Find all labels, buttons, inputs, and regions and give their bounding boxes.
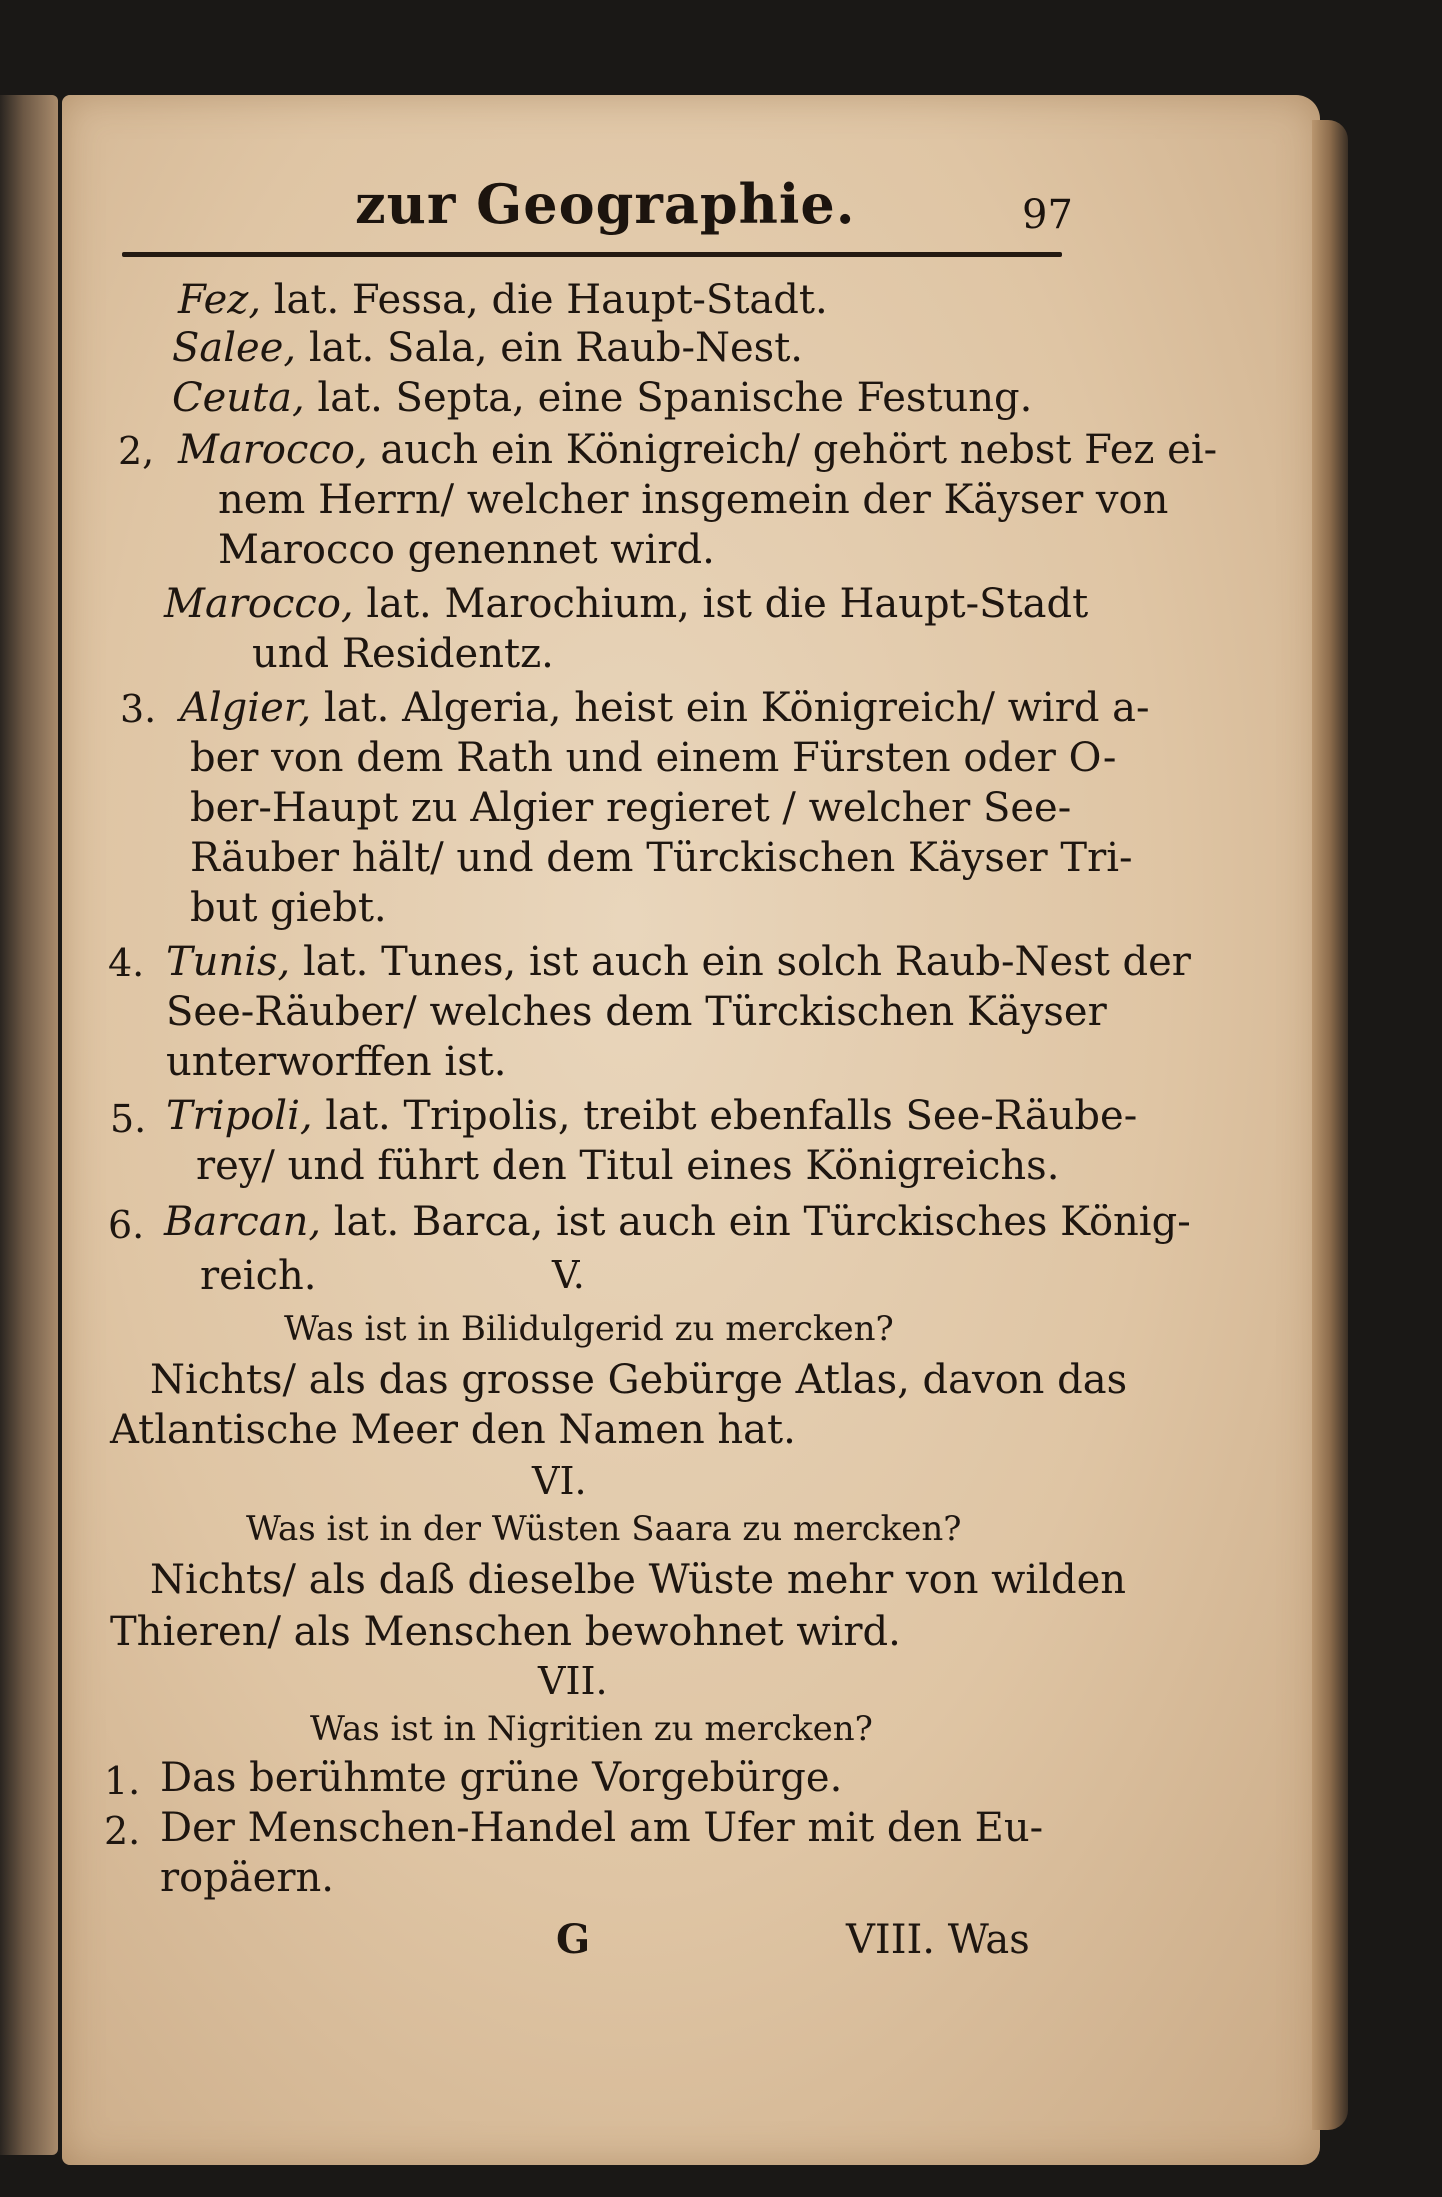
text-line: Räuber hält/ und dem Türckischen Käyser Tri- — [190, 835, 1133, 881]
section-question: Was ist in Bilidulgerid zu mercken? — [284, 1309, 894, 1349]
answer-line: Nichts/ als das grosse Gebürge Atlas, davon das — [150, 1357, 1128, 1403]
text-line: Fez, lat. Fessa, die Haupt-Stadt. — [178, 277, 828, 323]
page-fore-edge — [1312, 120, 1348, 2130]
text-line: See-Räuber/ welches dem Türckischen Käyser — [166, 989, 1107, 1035]
text-line: ber von dem Rath und einem Fürsten oder O- — [190, 735, 1117, 781]
text-line: rey/ und führt den Titul eines Königreichs. — [196, 1143, 1060, 1189]
item-number: 5. — [110, 1097, 147, 1141]
text-line: Marocco, auch ein Königreich/ gehört nebst Fez ei- — [178, 427, 1218, 473]
answer-line: Atlantische Meer den Namen hat. — [110, 1407, 796, 1453]
text-line: Algier, lat. Algeria, heist ein Königreich/ wird a- — [180, 685, 1150, 731]
text-line: Salee, lat. Sala, ein Raub-Nest. — [172, 325, 803, 371]
text-line: Marocco genennet wird. — [218, 527, 715, 573]
section-numeral: V. — [552, 1253, 585, 1297]
item-number: 2, — [118, 429, 155, 473]
header-rule — [122, 252, 1062, 257]
section-numeral: VII. — [538, 1659, 608, 1703]
section-question: Was ist in der Wüsten Saara zu mercken? — [246, 1509, 962, 1549]
text-line: Tripoli, lat. Tripolis, treibt ebenfalls See-Räube- — [166, 1093, 1138, 1139]
text-line: unterworffen ist. — [166, 1039, 507, 1085]
answer-line: Nichts/ als daß dieselbe Wüste mehr von wilden — [150, 1557, 1127, 1603]
text-line: Marocco, lat. Marochium, ist die Haupt-Stadt — [164, 581, 1089, 627]
text-line: nem Herrn/ welcher insgemein der Käyser von — [218, 477, 1169, 523]
text-line: reich. — [200, 1253, 317, 1299]
answer-line: Thieren/ als Menschen bewohnet wird. — [110, 1609, 901, 1655]
text-line: but giebt. — [190, 885, 387, 931]
text-line: und Residentz. — [252, 631, 554, 677]
signature-mark: G — [556, 1916, 591, 1963]
item-number: 2. — [104, 1809, 141, 1853]
running-head: zur Geographie. — [355, 172, 856, 236]
facing-page-edge — [0, 95, 58, 2155]
list-item: ropäern. — [160, 1855, 334, 1901]
list-item: Das berühmte grüne Vorgebürge. — [160, 1755, 843, 1801]
page-number: 97 — [1022, 192, 1073, 238]
item-number: 3. — [120, 687, 157, 731]
section-question: Was ist in Nigritien zu mercken? — [310, 1709, 873, 1749]
catchword: VIII. Was — [846, 1917, 1030, 1963]
item-number: 1. — [104, 1759, 141, 1803]
text-line: ber-Haupt zu Algier regieret / welcher See- — [190, 785, 1072, 831]
text-line: Ceuta, lat. Septa, eine Spanische Festung. — [172, 375, 1033, 421]
list-item: Der Menschen-Handel am Ufer mit den Eu- — [160, 1805, 1044, 1851]
item-number: 4. — [108, 941, 145, 985]
text-line: Tunis, lat. Tunes, ist auch ein solch Raub-Nest der — [166, 939, 1191, 985]
item-number: 6. — [108, 1203, 145, 1247]
section-numeral: VI. — [532, 1459, 587, 1503]
text-line: Barcan, lat. Barca, ist auch ein Türckisches König- — [164, 1199, 1191, 1245]
